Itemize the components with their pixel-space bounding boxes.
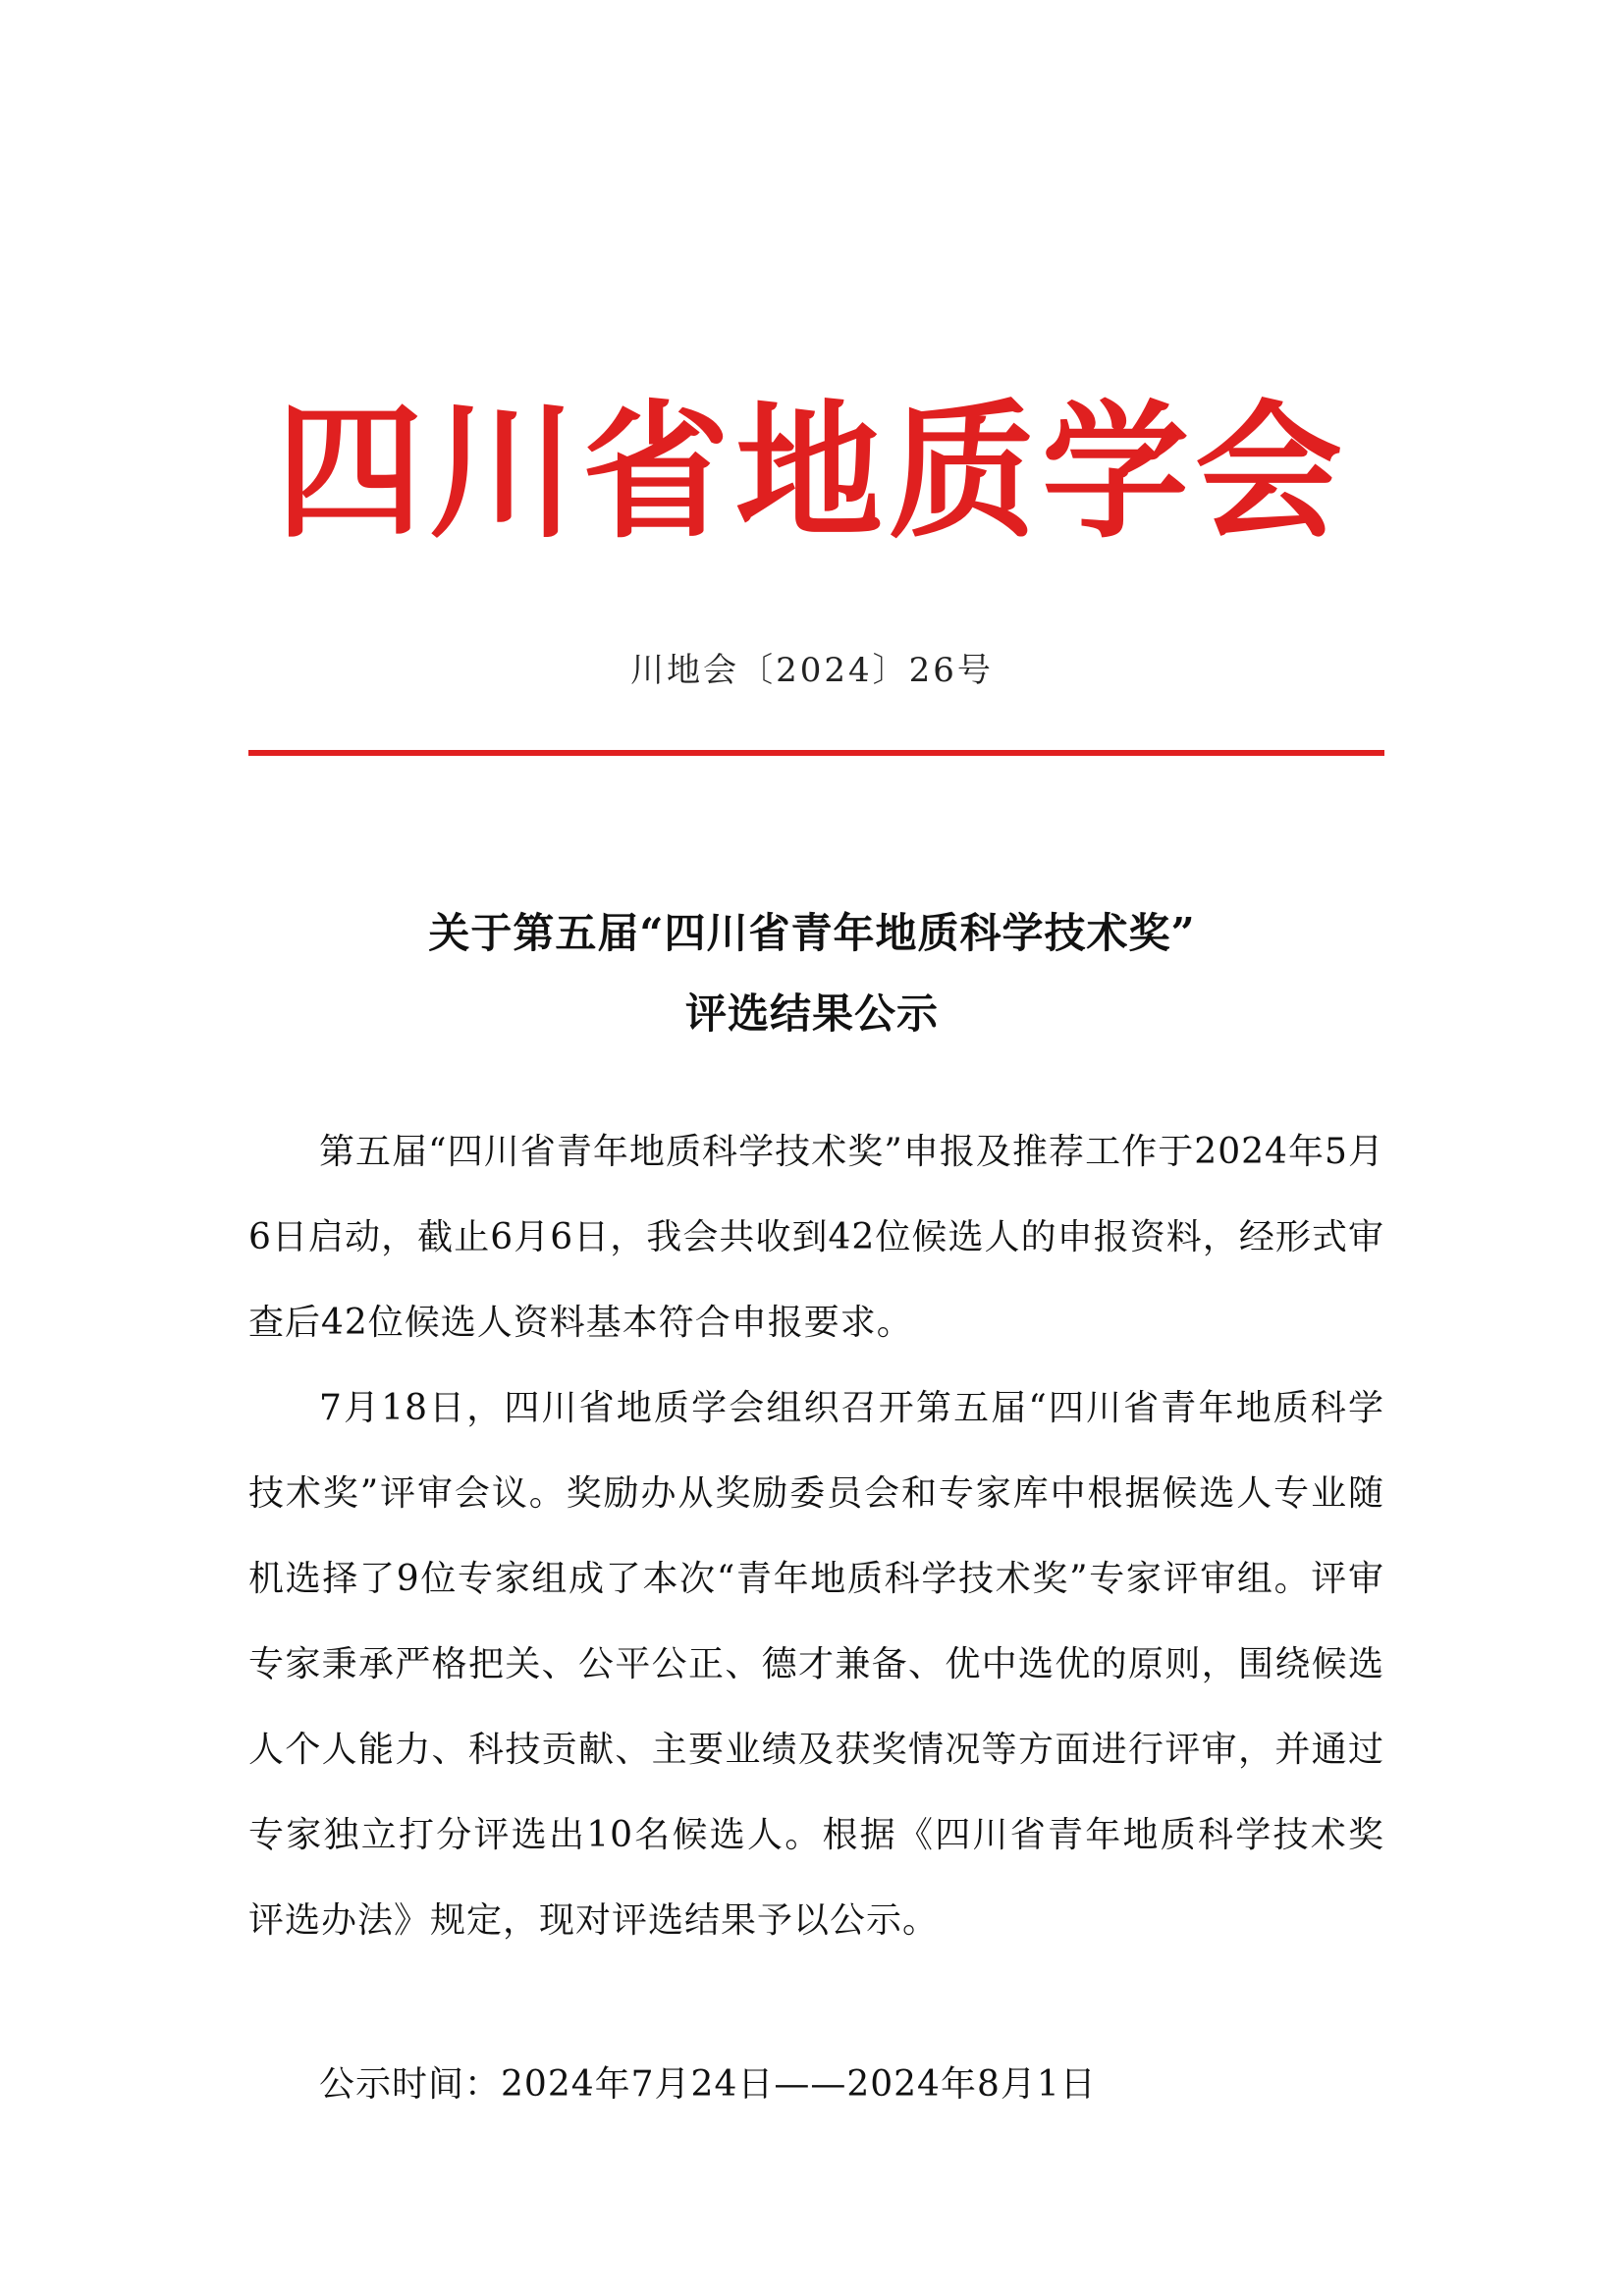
publicity-period-value: 2024年7月24日——2024年8月1日: [501, 2064, 1097, 2105]
body-paragraph-2: 7月18日，四川省地质学会组织召开第五届“四川省青年地质科学技术奖”评审会议。奖励办从奖励委员会和专家库中根据候选人专业随机选择了9位专家组成了本次“青年地质科学技术奖”专家评审组。评审专家秉承严格把关、公平公正、德才兼备、优中选优的原则，围绕候选人个人能力、科技贡献、主要业绩及获奖情况等方面进行评审，并通过专家独立打分评选出10名候选人。根据《四川省青年地质科学技术奖评选办法》规定，现对评选结果予以公示。: [248, 1388, 1384, 1941]
notice-title-line1: 关于第五届“四川省青年地质科学技术奖”: [428, 909, 1196, 957]
body-paragraph-1: 第五届“四川省青年地质科学技术奖”申报及推荐工作于2024年5月6日启动，截止6月6日，我会共收到42位候选人的申报资料，经形式审查后42位候选人资料基本符合申报要求。: [248, 1132, 1384, 1343]
notice-title-line2: 评选结果公示: [684, 989, 939, 1038]
publicity-period-label: 公示时间：: [319, 2064, 502, 2105]
header-divider: [248, 750, 1384, 756]
notice-body: [248, 1109, 1384, 1963]
document-number: 川地会〔2024〕26号: [630, 651, 994, 690]
publicity-period: [248, 2042, 1384, 2127]
organization-letterhead: 四川省地质学会: [275, 388, 1348, 559]
